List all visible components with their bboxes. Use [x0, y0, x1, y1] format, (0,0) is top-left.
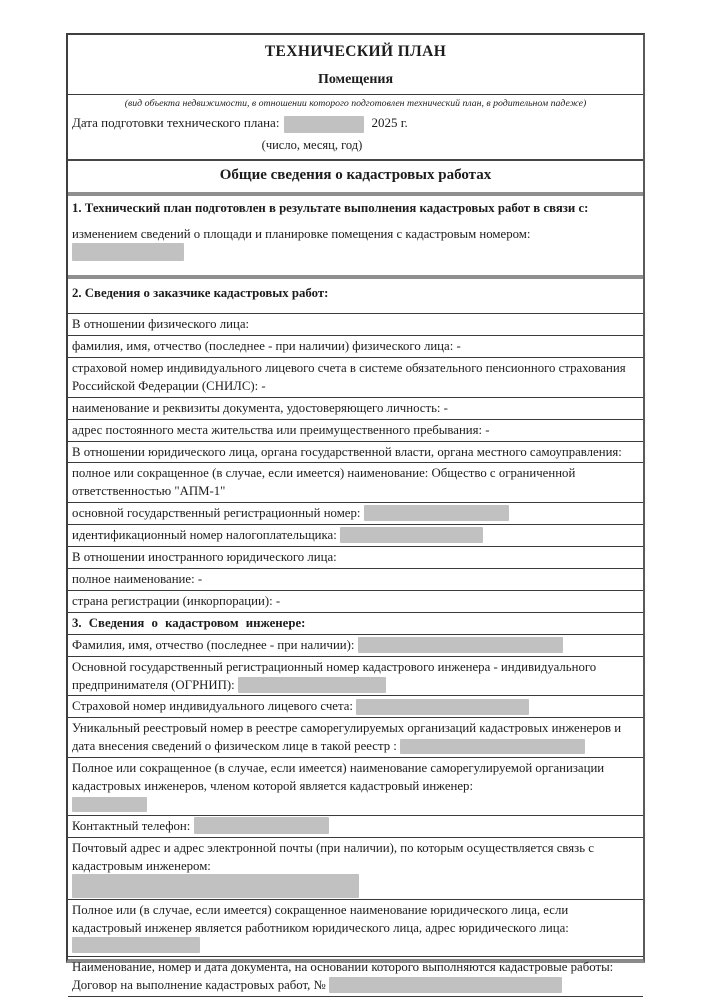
row-full-name: [68, 569, 643, 591]
row-text: Полное или (в случае, если имеется) сокращенное наименование юридического лица, если кадастровый инженер является работником юридического лица, адрес юридического лица:: [72, 902, 569, 935]
redacted-value: [72, 797, 147, 812]
row-contract: [68, 957, 643, 997]
row-fio: [68, 336, 643, 358]
redacted-value: [356, 699, 529, 715]
row-text: Наименование, номер и дата документа, на основании которого выполняются кадастровые работы:: [72, 960, 614, 975]
row-text: адрес постоянного места жительства или преимущественного пребывания: -: [72, 422, 490, 437]
section-3-header: [68, 613, 643, 635]
row-engineer-snils: [68, 696, 643, 718]
row-text: Почтовый адрес и адрес электронной почты (при наличии), по которым осуществляется связь с кадастровым инженером:: [72, 840, 594, 873]
row-text: В отношении иностранного юридического лица:: [72, 550, 337, 565]
row-ogrn: [68, 503, 643, 525]
row-text: В отношении юридического лица, органа государственной власти, органа местного самоуправления:: [72, 444, 622, 459]
row-text: полное или сокращенное (в случае, если имеется) наименование: Общество с ограниченной ответственностью "АПМ-1": [72, 466, 576, 499]
redacted-value: [72, 937, 200, 953]
row-snils: [68, 358, 643, 398]
row-identity-doc: [68, 398, 643, 420]
row-text: Фамилия, имя, отчество (последнее - при наличии):: [72, 637, 358, 652]
row-text: Страховой номер индивидуального лицевого счета:: [72, 699, 357, 714]
row-engineer-fio: [68, 635, 643, 657]
row-heading: 3. Сведения о кадастровом инженере:: [72, 615, 306, 630]
redacted-value: [358, 637, 563, 653]
row-text: страховой номер индивидуального лицевого счета в системе обязательного пенсионного страхования Российской Федерации (СНИЛС): -: [72, 360, 626, 393]
document-title: ТЕХНИЧЕСКИЙ ПЛАН: [264, 43, 447, 60]
section-1-row: [68, 196, 643, 280]
row-text: наименование и реквизиты документа, удостоверяющего личность: -: [72, 400, 448, 415]
row-text: В отношении физического лица:: [72, 317, 250, 332]
general-info-header: Общие сведения о кадастровых работах: [68, 161, 643, 196]
date-format-note: (число, месяц, год): [261, 137, 363, 152]
section-2-header: [68, 279, 643, 314]
row-foreign-entity: [68, 547, 643, 569]
row-text: изменением сведений о площади и планировке помещения с кадастровым номером:: [72, 227, 531, 242]
row-inn: [68, 525, 643, 547]
row-text: Уникальный реестровый номер в реестре саморегулируемых организаций кадастровых инженеров и дата внесения сведений о физическом лице в такой реестр :: [72, 721, 622, 754]
row-heading: 1. Технический план подготовлен в результате выполнения кадастровых работ в связи с:: [72, 200, 589, 215]
row-heading: 2. Сведения о заказчике кадастровых работ:: [72, 286, 329, 301]
row-org-name: [68, 463, 643, 503]
document-header: [68, 35, 643, 95]
row-legal-entity: [68, 442, 643, 464]
redacted-value: [238, 677, 386, 693]
date-year: 2025 г.: [371, 115, 408, 130]
row-phone: [68, 816, 643, 838]
redacted-date-value: [284, 116, 364, 133]
date-line: [72, 115, 639, 133]
row-text: идентификационный номер налогоплательщика:: [72, 528, 340, 543]
row-text: полное наименование: -: [72, 572, 203, 587]
object-type-note: (вид объекта недвижимости, в отношении которого подготовлен технический план, в родительном падеже): [124, 98, 587, 109]
row-country: [68, 591, 643, 613]
row-registry-number: [68, 718, 643, 758]
row-text: основной государственный регистрационный номер:: [72, 506, 364, 521]
row-text: Контактный телефон:: [72, 818, 194, 833]
row-text: страна регистрации (инкорпорации): -: [72, 593, 281, 608]
object-type: Помещения: [317, 72, 394, 87]
row-ogrnip: [68, 657, 643, 697]
redacted-value: [364, 505, 509, 521]
technical-plan-document: [66, 33, 645, 993]
row-text: Полное или сокращенное (в случае, если имеется) наименование саморегулируемой организации кадастровых инженеров, членом которой является кадастровый инженер:: [72, 761, 605, 794]
row-postal-email: [68, 838, 643, 900]
row-text: Основной государственный регистрационный номер кадастрового инженера - индивидуального предпринимателя (ОГРНИП):: [72, 659, 597, 692]
redacted-value: [329, 977, 562, 993]
row-employer: [68, 900, 643, 958]
date-label: Дата подготовки технического плана:: [72, 115, 280, 130]
row-text: Договор на выполнение кадастровых работ, №: [72, 978, 329, 993]
redacted-value: [194, 817, 329, 834]
row-individual: [68, 314, 643, 336]
redacted-value: [72, 243, 184, 261]
form-rows: [68, 196, 643, 998]
redacted-value: [72, 874, 359, 898]
redacted-value: [400, 739, 585, 754]
row-text: фамилия, имя, отчество (последнее - при наличии) физического лица: -: [72, 339, 461, 354]
row-sro-name: [68, 758, 643, 816]
row-address: [68, 420, 643, 442]
redacted-value: [340, 527, 483, 543]
date-row: [68, 95, 643, 161]
